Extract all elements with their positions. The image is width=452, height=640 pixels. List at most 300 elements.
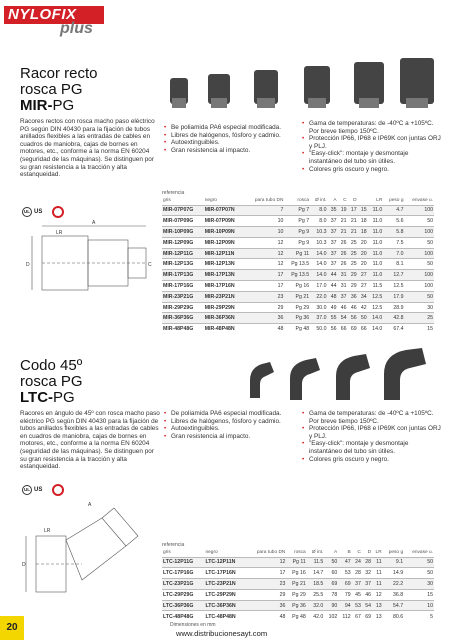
table-cell: 54 <box>365 602 372 609</box>
table-cell: MIR-12P13G <box>163 261 194 268</box>
table-cell: LTC-48P48G <box>163 613 194 620</box>
ul-mark-icon: UL <box>22 207 32 217</box>
table-cell: Pg 48 <box>295 326 310 333</box>
table-cell: 15 <box>427 591 433 598</box>
table-cell: 36 <box>279 602 286 609</box>
table-cell: 30 <box>427 580 433 587</box>
section1-product-photo <box>164 52 444 116</box>
table-cell: 36 <box>350 293 357 300</box>
table-cell: 10 <box>427 602 433 609</box>
table-cell: 25 <box>350 250 357 257</box>
table-cell: 50 <box>427 559 433 566</box>
table-cell: 100 <box>424 228 433 235</box>
table-header-cell: negro <box>204 197 217 203</box>
table-cell: 37 <box>355 580 361 587</box>
table-header-cell: C <box>343 197 347 203</box>
brand-logo <box>4 6 134 42</box>
table-cell: 14.7 <box>313 570 324 577</box>
table-cell: MIR-12P11N <box>204 250 235 257</box>
table-cell: MIR-17P16G <box>163 282 194 289</box>
table-header <box>162 548 434 557</box>
table-cell: MIR-10P09N <box>204 228 235 235</box>
table-cell: Pg 16 <box>292 570 306 577</box>
table-cell: 8.0 <box>319 218 327 225</box>
table-cell: LTC-12P11G <box>163 559 194 566</box>
feature-item: • Gran resistencia al impacto. <box>164 147 294 155</box>
table-cell: 46 <box>365 591 372 598</box>
table-cell: 12 <box>279 559 286 566</box>
table-cell: 12.5 <box>393 282 404 289</box>
feature-item: • Colores gris oscuro y negro. <box>302 456 442 464</box>
table-cell: 36.8 <box>393 591 404 598</box>
table-cell: 53 <box>344 570 351 577</box>
section1-title-line3: MIR-PG <box>20 97 75 114</box>
table-header-cell: D <box>367 549 372 555</box>
table-cell: 13 <box>375 602 382 609</box>
feature-item: • "Easy-click": montaje y desmontaje instantáneo del tubo sin útiles. <box>302 150 442 165</box>
table-cell: LTC-48P48N <box>205 613 236 620</box>
table-header-cell: gris <box>163 549 171 555</box>
table-cell: 50 <box>427 570 433 577</box>
table-cell: MIR-12P11G <box>163 250 193 257</box>
table-row <box>162 259 434 270</box>
table-cell: 19 <box>340 207 347 214</box>
table-cell: 7 <box>280 207 284 214</box>
table-cell: 11.0 <box>372 207 383 214</box>
table-cell: 14.0 <box>372 315 383 322</box>
brand-sub: plus <box>60 20 93 37</box>
table-cell: Pg 21 <box>295 293 310 300</box>
table-cell: 12.7 <box>393 272 404 279</box>
table-row <box>162 302 434 313</box>
table-cell: 34 <box>360 293 367 300</box>
table-header-cell: C <box>357 549 361 555</box>
section2-description: Racores en ángulo de 45º con rosca macho paso eléctrico PG según DIN 40430 para la fijación de tubos anillados flexibles a las entradas de cables en cuadros de maniobra, cajas de bornes en motores, etc., conforme a la norma EN 60204 (seguridad de las máquinas). Se distinguen por su gran resistencia a la tracción y alta estanqueidad. <box>20 410 160 471</box>
table-cell: 12.5 <box>372 293 383 300</box>
table-cell: 100 <box>424 207 433 214</box>
table-cell: 29 <box>350 282 357 289</box>
section2-ref-label: referencia <box>162 542 185 548</box>
table-header-cell: D <box>353 197 357 203</box>
table-cell: 29 <box>277 304 284 311</box>
table-cell: 100 <box>424 272 433 279</box>
table-row <box>162 205 434 216</box>
table-header-cell: envase u. <box>412 197 433 203</box>
table-header-cell: envase u. <box>412 549 433 555</box>
table-cell: 31 <box>340 272 347 279</box>
table-cell: MIR-17P16N <box>204 282 235 289</box>
table-cell: 11.0 <box>372 228 383 235</box>
table-cell: 17 <box>350 207 357 214</box>
table-cell: 100 <box>424 250 433 257</box>
table-cell: 29 <box>279 591 286 598</box>
table-cell: 23 <box>277 293 284 300</box>
dimensions-note: Dimensiones en mm <box>170 622 216 628</box>
table-cell: 10 <box>277 228 284 235</box>
table-cell: MIR-23P21G <box>163 293 194 300</box>
table-cell: 11.5 <box>313 559 324 566</box>
table-cell: 5.8 <box>396 228 404 235</box>
section1-title <box>20 66 98 114</box>
table-header-cell: B <box>347 549 351 555</box>
table-header-cell: A <box>334 549 338 555</box>
table-cell: 37.0 <box>316 315 327 322</box>
section1-title-line2: rosca PG <box>20 81 83 98</box>
table-cell: MIR-12P09N <box>204 239 235 246</box>
table-cell: Pg 11 <box>292 559 306 566</box>
table-cell: MIR-12P13N <box>204 261 235 268</box>
table-row <box>162 557 434 568</box>
table-cell: 37 <box>330 261 337 268</box>
table-header-cell: rosca <box>297 197 310 203</box>
table-cell: 17 <box>277 272 284 279</box>
table-cell: 25 <box>427 315 433 322</box>
table-row <box>162 324 434 335</box>
table-cell: Pg 29 <box>292 591 306 598</box>
table-cell: 11.0 <box>372 272 383 279</box>
table-cell: Pg 11 <box>295 250 310 257</box>
table-row <box>162 227 434 238</box>
section2-spec-table <box>162 548 434 622</box>
table-cell: MIR-07P07G <box>163 207 194 214</box>
certification-marks: UL US <box>22 484 64 496</box>
table-header-cell <box>358 196 368 205</box>
table-cell: 12 <box>375 591 382 598</box>
table-cell: 7.5 <box>396 239 404 246</box>
table-row <box>162 589 434 600</box>
table-cell: 20 <box>360 239 367 246</box>
table-header-cell: Ø int. <box>315 197 327 203</box>
table-cell: 21 <box>340 228 347 235</box>
table-row <box>162 579 434 590</box>
table-cell: 60 <box>331 570 338 577</box>
feature-item: • Autoextinguibles. <box>164 139 294 147</box>
table-cell: Pg 29 <box>295 304 310 311</box>
table-cell: MIR-29P29G <box>163 304 194 311</box>
table-cell: MIR-17P13N <box>204 272 235 279</box>
table-cell: MIR-12P09G <box>163 239 194 246</box>
table-cell: 15 <box>360 207 367 214</box>
table-cell: 46 <box>350 304 357 311</box>
table-row <box>162 248 434 259</box>
table-cell: 26 <box>340 261 347 268</box>
table-cell: MIR-17P13G <box>163 272 194 279</box>
table-cell: 48 <box>330 293 337 300</box>
table-cell: 37 <box>330 228 337 235</box>
table-cell: LTC-36P36G <box>163 602 194 609</box>
section1-spec-table <box>162 196 434 335</box>
section2-title-line2: rosca PG <box>20 373 83 390</box>
feature-item: • Protección IP66, IP68 e IP69K con juntas ORJ y PLJ. <box>302 425 442 440</box>
table-cell: 11.0 <box>372 261 383 268</box>
page-number: 20 <box>0 616 24 640</box>
table-cell: 44 <box>330 272 337 279</box>
table-row <box>162 237 434 248</box>
table-cell: 10 <box>277 218 284 225</box>
table-cell: 28.9 <box>393 304 404 311</box>
table-cell: LTC-29P29N <box>205 591 236 598</box>
table-cell: 21 <box>340 218 347 225</box>
table-cell: Pg 9 <box>298 228 310 235</box>
table-cell: 50.0 <box>316 326 327 333</box>
table-cell: 25.5 <box>313 591 324 598</box>
table-header-cell: para tubo DN <box>254 197 284 203</box>
table-cell: Pg 36 <box>292 602 306 609</box>
table-cell: 9.1 <box>395 559 404 566</box>
table-header-cell: A <box>333 197 337 203</box>
table-cell: 29 <box>350 272 357 279</box>
table-cell: 20 <box>360 250 367 257</box>
table-cell: Pg 36 <box>295 315 310 322</box>
table-cell: 53 <box>355 602 361 609</box>
table-cell: 26 <box>340 239 347 246</box>
table-cell: 31 <box>340 282 347 289</box>
table-cell: 21 <box>350 218 357 225</box>
table-cell: LTC-17P16N <box>205 570 236 577</box>
table-cell: 32 <box>365 570 372 577</box>
table-cell: 17 <box>279 570 286 577</box>
table-cell: 100 <box>424 282 433 289</box>
ul-mark-icon: UL <box>22 485 32 495</box>
table-cell: 12 <box>277 239 284 246</box>
table-cell: 8.1 <box>396 261 404 268</box>
table-cell: 66 <box>360 326 367 333</box>
table-cell: LTC-23P21N <box>205 580 236 587</box>
table-cell: 42.0 <box>313 613 324 620</box>
table-cell: 55 <box>330 315 337 322</box>
table-cell: 28 <box>365 559 372 566</box>
section2-features-left <box>164 410 294 440</box>
feature-item: • Be poliamida PA6 especial modificada. <box>164 124 294 132</box>
table-cell: 27 <box>360 282 367 289</box>
dim-d-label: D <box>22 562 26 568</box>
table-cell: 11 <box>376 580 382 587</box>
table-cell: MIR-48P48G <box>163 326 194 333</box>
table-cell: MIR-07P09G <box>163 218 194 225</box>
table-cell: 37 <box>340 293 347 300</box>
table-cell: MIR-48P48N <box>204 326 235 333</box>
feature-item: • Gran resistencia al impacto. <box>164 433 294 441</box>
section1-features-right <box>302 120 442 173</box>
table-cell: MIR-36P36N <box>204 315 235 322</box>
feature-item: • Colores gris oscuro y negro. <box>302 166 442 174</box>
table-cell: 46 <box>340 304 347 311</box>
table-cell: MIR-07P07N <box>204 207 235 214</box>
table-cell: 17 <box>277 282 284 289</box>
table-cell: Pg 7 <box>298 207 310 214</box>
table-row <box>162 291 434 302</box>
table-cell: 56 <box>350 315 357 322</box>
table-cell: 45 <box>355 591 361 598</box>
table-cell: 112 <box>342 613 351 620</box>
table-header <box>162 196 434 205</box>
table-cell: 14.0 <box>316 250 327 257</box>
table-cell: 7.0 <box>396 250 404 257</box>
table-header-cell: peso g <box>389 197 404 203</box>
table-cell: 50 <box>427 261 433 268</box>
table-row <box>162 568 434 579</box>
table-cell: 11.0 <box>372 250 383 257</box>
section2-technical-drawing <box>22 500 156 604</box>
table-header-cell: gris <box>163 197 171 203</box>
table-cell: 25 <box>350 261 357 268</box>
table-cell: 30 <box>427 304 433 311</box>
table-cell: LTC-17P16G <box>163 570 194 577</box>
table-cell: 14.0 <box>316 272 327 279</box>
table-cell: 18 <box>360 228 367 235</box>
table-header-cell: LR <box>375 549 382 555</box>
table-cell: 50 <box>331 559 338 566</box>
table-cell: 66 <box>340 326 347 333</box>
table-cell: 12 <box>277 250 284 257</box>
table-cell: Pg 21 <box>292 580 306 587</box>
table-cell: 11 <box>376 559 382 566</box>
table-cell: 10.3 <box>316 228 327 235</box>
table-cell: 54.7 <box>393 602 404 609</box>
table-cell: 15 <box>427 326 433 333</box>
section2-features-right <box>302 410 442 463</box>
feature-item: • Libres de halógenos, fósforo y cadmio. <box>164 418 294 426</box>
table-cell: 37 <box>330 250 337 257</box>
dim-lr-label: LR <box>44 528 51 534</box>
table-row <box>162 313 434 324</box>
table-cell: 11.5 <box>372 282 383 289</box>
table-header-cell: LR <box>376 197 383 203</box>
table-cell: MIR-23P21N <box>204 293 235 300</box>
table-cell: 50 <box>360 315 367 322</box>
section1-features-left <box>164 124 294 154</box>
table-cell: 44 <box>330 282 337 289</box>
table-cell: 5.6 <box>396 218 404 225</box>
roundel-icon <box>52 484 64 496</box>
dim-a-label: A <box>88 502 92 508</box>
table-cell: 47 <box>344 559 351 566</box>
brand-name: NYLOFIX <box>4 6 104 24</box>
table-cell: 35 <box>330 207 337 214</box>
table-row <box>162 270 434 281</box>
table-cell: LTC-23P21G <box>163 580 194 587</box>
roundel-icon <box>52 206 64 218</box>
table-cell: LTC-36P36N <box>205 602 236 609</box>
feature-item: • Libres de halógenos, fósforo y cadmio. <box>164 132 294 140</box>
table-cell: Pg 7 <box>298 218 310 225</box>
table-cell: 23 <box>279 580 286 587</box>
section1-ref-label: referencia <box>162 190 185 196</box>
table-cell: LTC-29P29G <box>163 591 194 598</box>
table-cell: 67 <box>355 613 361 620</box>
table-cell: 11.0 <box>372 218 383 225</box>
table-header-cell: Ø int. <box>311 549 324 555</box>
dim-lr-label: LR <box>56 230 63 236</box>
table-cell: LTC-12P11N <box>205 559 236 566</box>
table-cell: Pg 13.5 <box>291 261 310 268</box>
table-cell: MIR-07P09N <box>204 218 235 225</box>
table-cell: 54 <box>340 315 347 322</box>
table-cell: 79 <box>344 591 351 598</box>
table-cell: 8.0 <box>319 207 327 214</box>
table-cell: 27 <box>360 272 367 279</box>
table-cell: 69 <box>365 613 372 620</box>
table-cell: 48 <box>279 613 286 620</box>
website-url: www.distribucionesayt.com <box>176 629 268 638</box>
table-cell: MIR-29P29N <box>204 304 235 311</box>
table-cell: 24 <box>355 559 361 566</box>
table-cell: 69 <box>344 580 351 587</box>
section2-title <box>20 358 83 406</box>
table-row <box>162 281 434 292</box>
table-cell: 67.4 <box>393 326 404 333</box>
section2-product-photo <box>240 344 440 408</box>
table-cell: 32.0 <box>313 602 324 609</box>
table-cell: 22.2 <box>393 580 404 587</box>
section1-technical-drawing <box>22 218 156 298</box>
table-cell: MIR-36P36G <box>163 315 194 322</box>
section1-title-line1: Racor recto <box>20 65 98 82</box>
feature-item: • Gama de temperaturas: de -40ºC a +105ºC. Por breve tiempo 150ºC. <box>302 120 442 135</box>
table-cell: 28 <box>355 570 361 577</box>
table-cell: 17.0 <box>316 282 327 289</box>
table-cell: 37 <box>365 580 372 587</box>
table-cell: 37 <box>330 239 337 246</box>
table-cell: Pg 16 <box>295 282 310 289</box>
table-cell: 18.5 <box>313 580 324 587</box>
table-cell: 42 <box>360 304 367 311</box>
feature-item: • De poliamida PA6 especial modificada. <box>164 410 294 418</box>
table-cell: 42.8 <box>393 315 404 322</box>
table-cell: 90 <box>331 602 338 609</box>
section2-title-line3: LTC-PG <box>20 389 75 406</box>
table-cell: 69 <box>350 326 357 333</box>
table-cell: 17.9 <box>393 293 404 300</box>
table-cell: 5 <box>430 613 433 620</box>
table-row <box>162 600 434 611</box>
table-cell: 11 <box>376 570 382 577</box>
table-cell: 48 <box>277 326 284 333</box>
table-header-cell: para tubo DN <box>256 549 286 555</box>
table-row <box>162 611 434 622</box>
dim-d-label: D <box>26 262 30 268</box>
table-cell: 14.0 <box>372 326 383 333</box>
table-header-cell: rosca <box>294 549 306 555</box>
certification-marks: UL US <box>22 206 64 218</box>
table-cell: 78 <box>331 591 338 598</box>
table-cell: 26 <box>340 250 347 257</box>
feature-item: • "Easy-click": montaje y desmontaje instantáneo del tubo sin útiles. <box>302 440 442 455</box>
table-cell: 10.3 <box>316 239 327 246</box>
table-cell: 12.5 <box>372 304 383 311</box>
table-header-cell: negro <box>205 549 218 555</box>
table-cell: 50 <box>427 218 433 225</box>
table-cell: Pg 13.5 <box>291 272 310 279</box>
table-cell: 14.0 <box>316 261 327 268</box>
table-cell: 30.0 <box>316 304 327 311</box>
table-cell: 50 <box>427 239 433 246</box>
table-cell: 49 <box>330 304 337 311</box>
feature-item: • Gama de temperaturas: de -40ºC a +105ºC. Por breve tiempo 150ºC. <box>302 410 442 425</box>
table-cell: 80.6 <box>393 613 404 620</box>
table-cell: 14.9 <box>393 570 404 577</box>
table-cell: 21 <box>350 228 357 235</box>
feature-item: • Protección IP66, IP68 e IP69K con juntas ORJ y PLJ. <box>302 135 442 150</box>
table-cell: 25 <box>350 239 357 246</box>
table-cell: 20 <box>360 261 367 268</box>
table-cell: 4.7 <box>396 207 404 214</box>
section2-title-line1: Codo 45º <box>20 357 83 374</box>
table-cell: Pg 48 <box>292 613 306 620</box>
dim-a-label: A <box>92 220 96 226</box>
table-cell: 13 <box>375 613 382 620</box>
table-cell: 37 <box>330 218 337 225</box>
